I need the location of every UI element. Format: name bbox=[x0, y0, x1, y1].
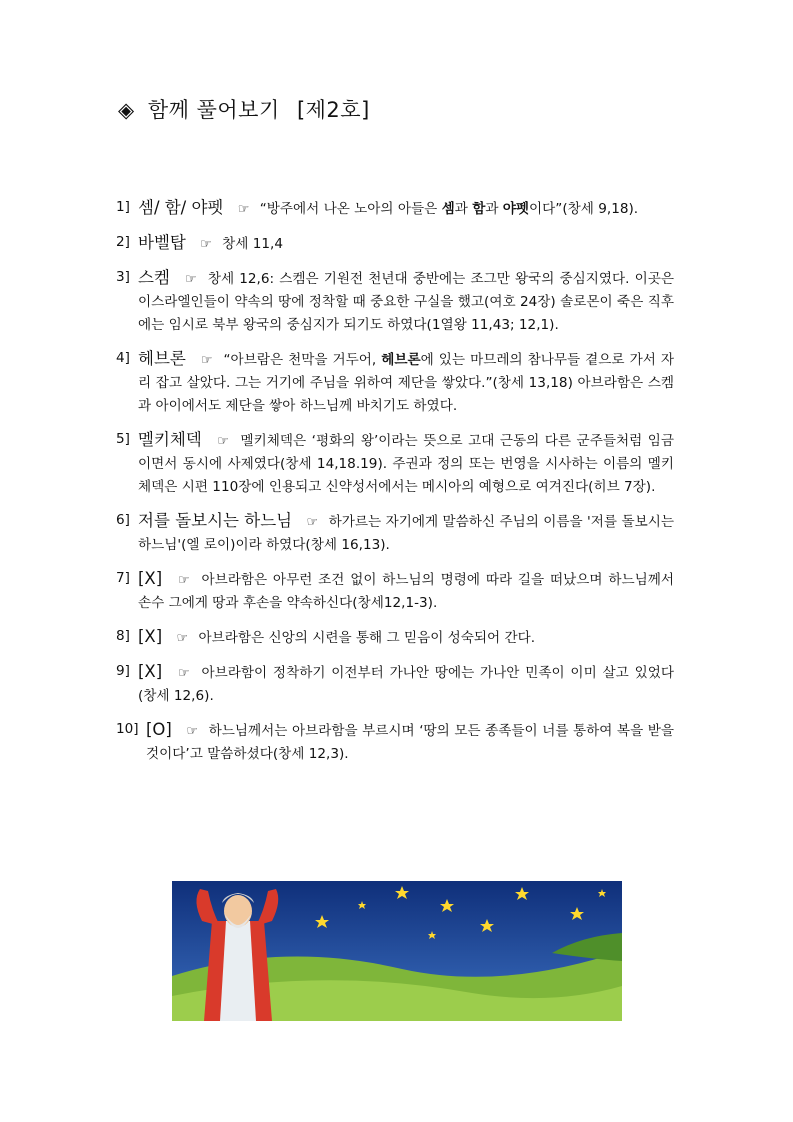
answer-text: 저를 돌보시는 하느님 bbox=[138, 511, 293, 530]
explanation-text: 과 bbox=[454, 201, 473, 217]
answer-text: [X] bbox=[138, 569, 163, 588]
issue-number: [제2호] bbox=[296, 98, 370, 122]
pointing-hand-icon: ☞ bbox=[186, 724, 199, 739]
pointing-hand-icon: ☞ bbox=[237, 202, 250, 217]
explanation-text: 이다”(창세 9,18). bbox=[529, 201, 639, 217]
answer-item-6 bbox=[116, 509, 674, 557]
explanation-text: 창세 11,4 bbox=[222, 236, 283, 252]
answer-item-1 bbox=[116, 196, 674, 221]
night-sky-illustration bbox=[172, 881, 622, 1021]
explanation-text: 아브라함이 정착하기 이전부터 가나안 땅에는 가나안 민족이 이미 살고 있었다(창세 12,6). bbox=[138, 665, 674, 704]
item-number: 7] bbox=[116, 570, 130, 586]
pointing-hand-icon: ☞ bbox=[217, 434, 229, 449]
item-number: 1] bbox=[116, 199, 130, 215]
explanation-text: 에 있는 마므레의 참나무들 곁으로 가서 자리 잡고 살았다. 그는 거기에 주님을 위하여 제단을 쌓았다.”(창세 13,18) 아브라함은 스켐과 아이에서도 제단을 쌓아 하느님께 바치기도 하였다. bbox=[138, 352, 674, 414]
answer-text: [X] bbox=[138, 627, 163, 646]
title-text: 함께 풀어보기 bbox=[147, 98, 280, 122]
pointing-hand-icon: ☞ bbox=[178, 573, 190, 588]
item-number: 10] bbox=[116, 721, 139, 737]
answer-text: [O] bbox=[146, 720, 172, 739]
answer-item-9 bbox=[116, 660, 674, 708]
answer-item-2 bbox=[116, 231, 674, 256]
bold-name: 야펫 bbox=[502, 201, 530, 217]
page-title bbox=[118, 94, 370, 124]
explanation-text: 하느님께서는 아브라함을 부르시며 ‘땅의 모든 종족들이 너를 통하여 복을 받을 것이다’고 말씀하셨다(창세 12,3). bbox=[146, 723, 674, 762]
item-number: 5] bbox=[116, 431, 130, 447]
explanation-text: “방주에서 나온 노아의 아들은 bbox=[259, 201, 442, 217]
bold-name: 함 bbox=[472, 201, 486, 217]
explanation-text: 멜키체덱은 ‘평화의 왕’이라는 뜻으로 고대 근동의 다른 군주들처럼 임금이면서 동시에 사제였다(창세 14,18.19). 주권과 정의 또는 번영을 시사하는 이름의 멜키체덱은 시편 110장에 인용되고 신약성서에서는 메시아의 예형으로 여겨진다(히브 7장). bbox=[138, 433, 674, 495]
bold-name: 헤브론 bbox=[381, 352, 421, 368]
explanation-text: 과 bbox=[485, 201, 503, 217]
answer-item-7 bbox=[116, 567, 674, 615]
item-number: 9] bbox=[116, 663, 130, 679]
answer-text: 바벨탑 bbox=[138, 233, 186, 252]
item-number: 2] bbox=[116, 234, 130, 250]
item-number: 3] bbox=[116, 269, 130, 285]
explanation-text: 하가르는 자기에게 말씀하신 주님의 이름을 '저를 돌보시는 하느님'(엘 로이)이라 하였다(창세 16,13). bbox=[138, 514, 674, 553]
item-number: 4] bbox=[116, 350, 130, 366]
pointing-hand-icon: ☞ bbox=[306, 515, 319, 530]
explanation-text: “아브람은 천막을 거두어, bbox=[223, 352, 382, 368]
answer-text: 헤브론 bbox=[138, 349, 186, 368]
diamond-bullet-icon: ◈ bbox=[118, 98, 135, 122]
pointing-hand-icon: ☞ bbox=[200, 353, 213, 368]
pointing-hand-icon: ☞ bbox=[185, 272, 197, 287]
abraham-stars-illustration bbox=[172, 881, 622, 1021]
pointing-hand-icon: ☞ bbox=[200, 237, 212, 252]
answer-list bbox=[116, 196, 674, 776]
answer-text: 셈/ 함/ 야펫 bbox=[138, 198, 224, 217]
answer-text: 스켐 bbox=[138, 268, 170, 287]
explanation-text: 창세 12,6: 스켐은 기원전 천년대 중반에는 조그만 왕국의 중심지였다. 이곳은 이스라엘인들이 약속의 땅에 정착할 때 중요한 구실을 했고(여호 24장) 솔로몬이 죽은 직후에는 임시로 북부 왕국의 중심지가 되기도 하였다(1열왕 11,43; 12,1). bbox=[138, 271, 674, 333]
answer-item-10 bbox=[116, 718, 674, 766]
answer-item-8 bbox=[116, 625, 674, 650]
item-number: 8] bbox=[116, 628, 130, 644]
pointing-hand-icon: ☞ bbox=[178, 666, 190, 681]
answer-text: [X] bbox=[138, 662, 163, 681]
answer-text: 멜키체덱 bbox=[138, 430, 202, 449]
explanation-text: 아브라함은 신앙의 시련을 통해 그 믿음이 성숙되어 간다. bbox=[198, 630, 536, 646]
bold-name: 셈 bbox=[441, 201, 455, 217]
explanation-text: 아브라함은 아무런 조건 없이 하느님의 명령에 따라 길을 떠났으며 하느님께서 손수 그에게 땅과 후손을 약속하신다(창세12,1-3). bbox=[138, 572, 674, 611]
answer-item-4 bbox=[116, 347, 674, 418]
item-number: 6] bbox=[116, 512, 130, 528]
answer-item-5 bbox=[116, 428, 674, 499]
pointing-hand-icon: ☞ bbox=[176, 631, 189, 646]
answer-item-3 bbox=[116, 266, 674, 337]
